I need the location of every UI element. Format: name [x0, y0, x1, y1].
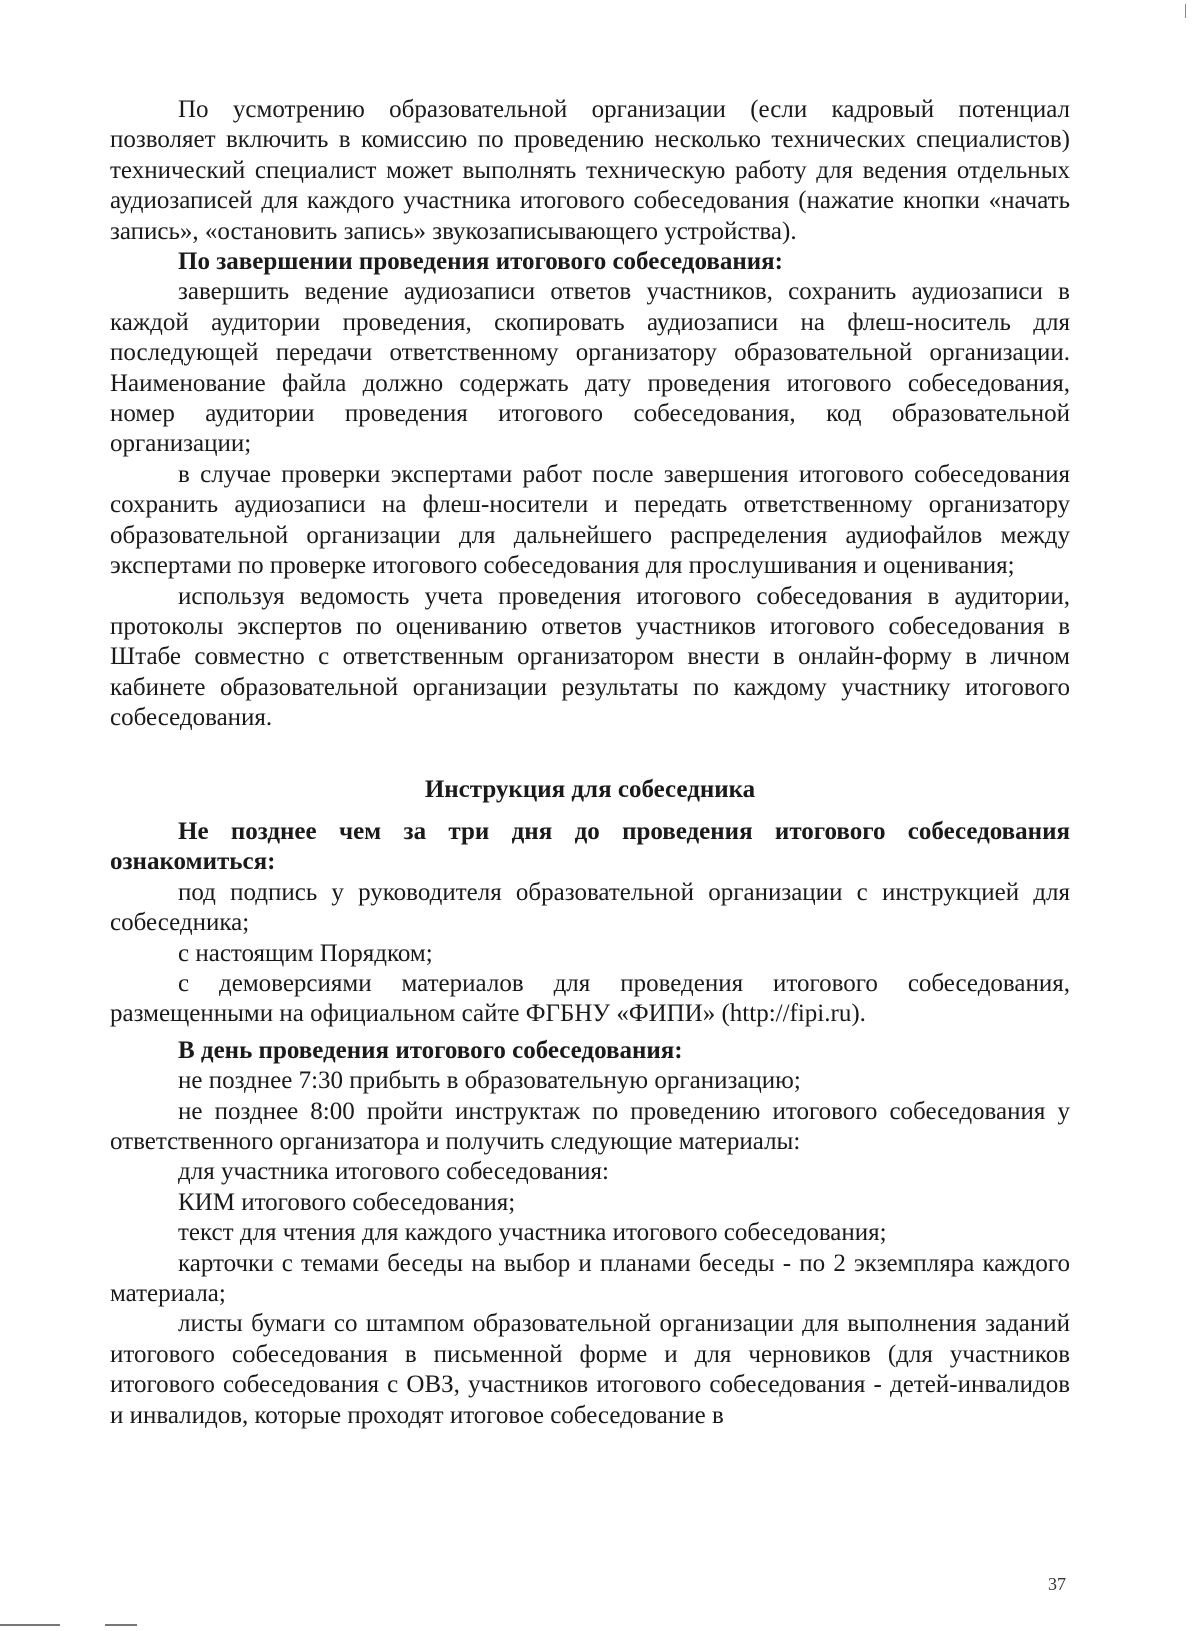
document-page: [110, 95, 1070, 1431]
subheading-three-days-before: Не позднее чем за три дня до проведения итогового собеседования ознакомиться:: [110, 817, 1070, 876]
scan-bottom-line-right: [105, 1624, 137, 1626]
paragraph-signature: под подпись у руководителя образовательной организации с инструкцией для собеседника;: [110, 878, 1070, 937]
paragraph-cards: карточки с темами беседы на выбор и планами беседы - по 2 экземпляра каждого материала;: [110, 1249, 1070, 1308]
scan-edge-mark: [1185, 4, 1186, 18]
section-heading-interviewer: Инструкция для собеседника: [424, 775, 756, 803]
paragraph-technical-specialist: По усмотрению образовательной организации (если кадровый потенциал позволяет включить в комиссию по проведению несколько технических специалистов) технический специалист может выполнять техническую работу для ведения отдельных аудиозаписей для каждого участника итогового собеседования (нажатие кнопки «начать запись», «остановить запись» звукозаписывающего устройства).: [110, 96, 1070, 245]
subheading-interview-day: В день проведения итогового собеседования:: [178, 1036, 683, 1064]
paragraph-reading-text: текст для чтения для каждого участника итогового собеседования;: [178, 1219, 887, 1247]
subheading-after-interview: По завершении проведения итогового собеседования:: [178, 248, 783, 276]
paragraph-paper-sheets: листы бумаги со штампом образовательной организации для выполнения заданий итогового собеседования в письменной форме и для черновиков (для участников итогового собеседования с ОВЗ, участников итогового собеседования - детей-инвалидов и инвалидов, которые проходят итоговое собеседование в: [110, 1310, 1070, 1429]
paragraph-expert-check: в случае проверки экспертами работ после завершения итогового собеседования сохранить аудиозаписи на флеш-носители и передать ответственному организатору образовательной организации для дальнейшего распределения аудиофайлов между экспертами по проверке итогового собеседования для прослушивания и оценивания;: [110, 460, 1070, 580]
paragraph-kim: КИМ итогового собеседования;: [178, 1188, 516, 1216]
paragraph-finish-recording: завершить ведение аудиозаписи ответов участников, сохранить аудиозаписи в каждой аудитории проведения, скопировать аудиозаписи на флеш-носитель для последующей передачи ответственному организатору образовательной организации. Наименование файла должно содержать дату проведения итогового собеседования, номер аудитории проведения итогового собеседования, код образовательной организации;: [110, 278, 1070, 458]
paragraph-arrive: не позднее 7:30 прибыть в образовательную организацию;: [178, 1067, 801, 1095]
page-number: 37: [1048, 1574, 1066, 1594]
paragraph-procedure: с настоящим Порядком;: [178, 939, 433, 967]
paragraph-demo-versions: с демоверсиями материалов для проведения итогового собеседования, размещенными на официальном сайте ФГБНУ «ФИПИ» (http://fipi.ru).: [110, 969, 1070, 1028]
scan-bottom-line-left: [0, 1624, 60, 1626]
paragraph-briefing: не позднее 8:00 пройти инструктаж по проведению итогового собеседования у ответственного организатора и получить следующие материалы:: [110, 1097, 1070, 1155]
paragraph-for-participant: для участника итогового собеседования:: [178, 1158, 609, 1186]
paragraph-online-form: используя ведомость учета проведения итогового собеседования в аудитории, протоколы экспертов по оцениванию ответов участников итогового собеседования в Штабе совместно с ответственным организатором внести в онлайн-форму в личном кабинете образовательной организации результаты по каждому участнику итогового собеседования.: [110, 582, 1070, 732]
